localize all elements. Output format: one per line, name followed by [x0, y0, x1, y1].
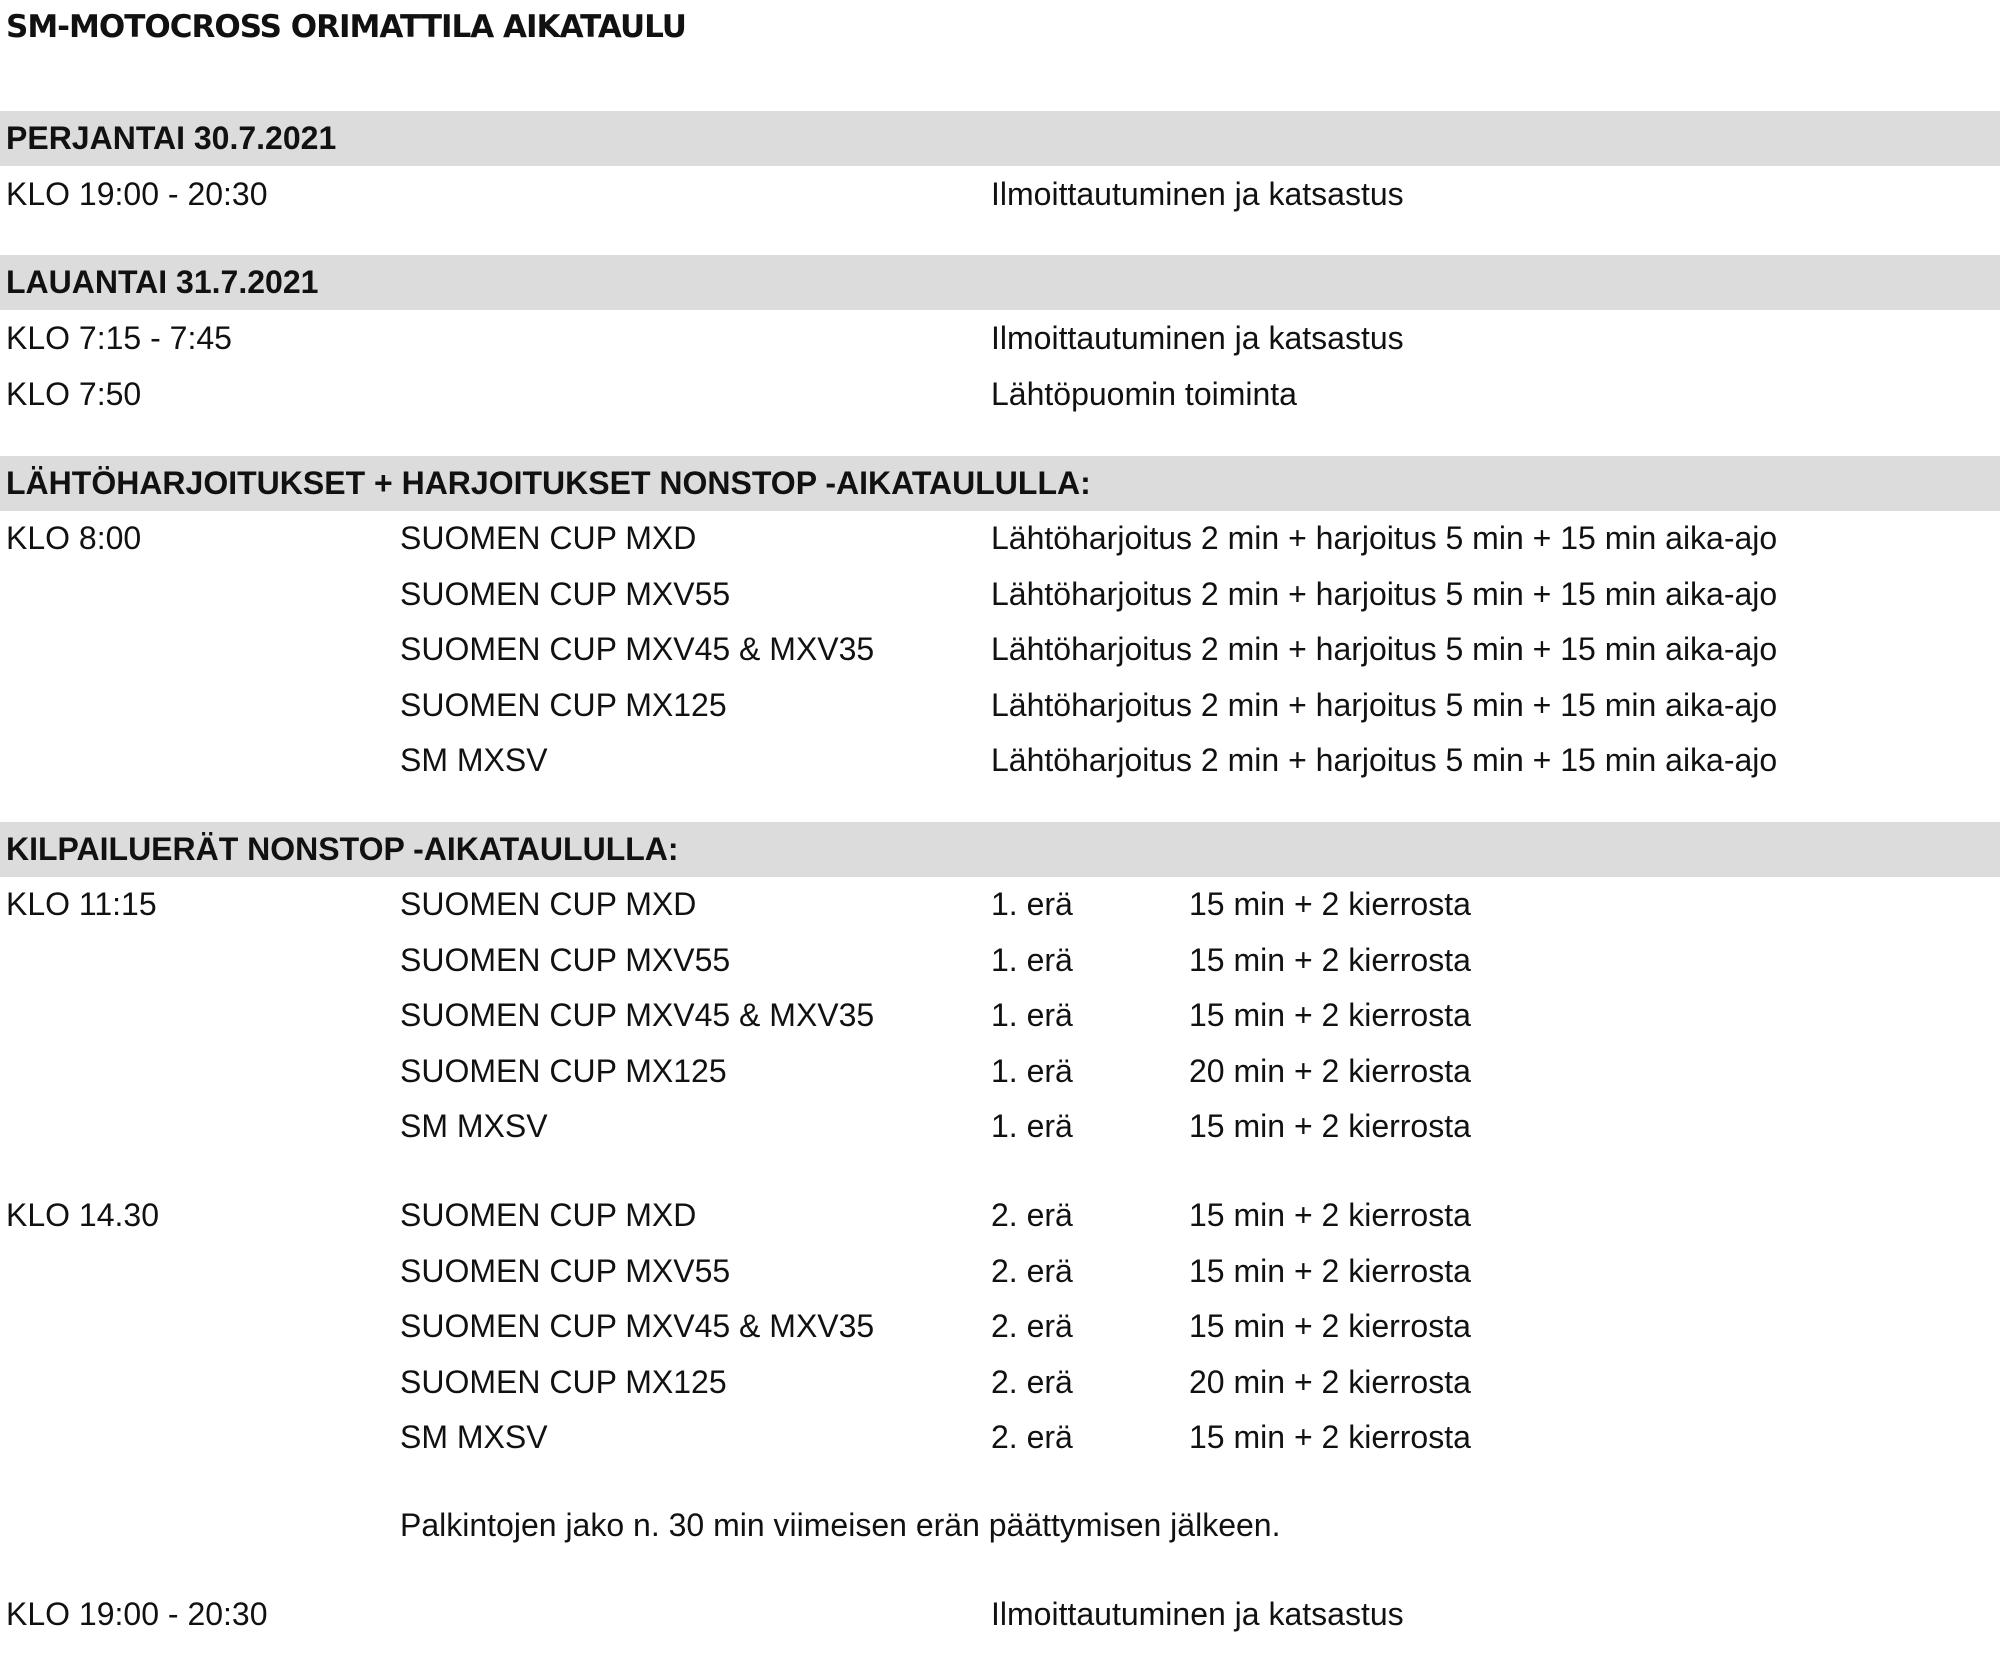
duration-cell: 15 min + 2 kierrosta — [1189, 1108, 1471, 1144]
class-cell: SUOMEN CUP MXV45 & MXV35 — [400, 997, 875, 1033]
section-header-label: LÄHTÖHARJOITUKSET + HARJOITUKSET NONSTOP -AIKATAULULLA: — [6, 465, 1091, 501]
schedule-row — [0, 511, 2000, 566]
class-cell: SUOMEN CUP MX125 — [400, 1364, 727, 1400]
duration-cell: 15 min + 2 kierrosta — [1189, 1197, 1471, 1233]
duration-cell: 15 min + 2 kierrosta — [1189, 1253, 1471, 1289]
duration-cell: 20 min + 2 kierrosta — [1189, 1053, 1471, 1089]
heat-cell: 2. erä — [991, 1419, 1073, 1455]
class-cell: SUOMEN CUP MX125 — [400, 687, 727, 723]
heat-cell: 2. erä — [991, 1364, 1073, 1400]
schedule-row — [0, 933, 2000, 988]
heat-cell: 2. erä — [991, 1308, 1073, 1344]
description-cell: Lähtöharjoitus 2 min + harjoitus 5 min + 15 min aika-ajo — [991, 520, 1778, 556]
duration-cell: 15 min + 2 kierrosta — [1189, 1419, 1471, 1455]
section-header-label: KILPAILUERÄT NONSTOP -AIKATAULULLA: — [6, 831, 679, 867]
heat-cell: 1. erä — [991, 997, 1073, 1033]
schedule-row — [0, 1299, 2000, 1354]
class-cell: SUOMEN CUP MXD — [400, 520, 697, 556]
heat-cell: 1. erä — [991, 942, 1073, 978]
time-cell: KLO 19:00 - 20:30 — [6, 1596, 268, 1632]
schedule-row — [0, 367, 2000, 422]
class-cell: SUOMEN CUP MXV55 — [400, 1253, 731, 1289]
description-cell: Ilmoittautuminen ja katsastus — [991, 320, 1404, 356]
section-header-label: PERJANTAI 30.7.2021 — [6, 120, 337, 156]
class-cell: SUOMEN CUP MXD — [400, 1197, 697, 1233]
heat-cell: 2. erä — [991, 1197, 1073, 1233]
schedule-row — [0, 1188, 2000, 1243]
section-header-saturday — [0, 255, 2000, 310]
schedule-row — [0, 567, 2000, 622]
schedule-row — [0, 678, 2000, 733]
schedule-row — [0, 1044, 2000, 1099]
duration-cell: 15 min + 2 kierrosta — [1189, 997, 1471, 1033]
section-header-friday — [0, 111, 2000, 166]
description-cell: Lähtöharjoitus 2 min + harjoitus 5 min + 15 min aika-ajo — [991, 576, 1778, 612]
class-cell: SUOMEN CUP MXV45 & MXV35 — [400, 631, 875, 667]
section-header-label: LAUANTAI 31.7.2021 — [6, 264, 319, 300]
class-cell: SM MXSV — [400, 1419, 548, 1455]
page-title: SM-MOTOCROSS ORIMATTILA AIKATAULU — [6, 9, 686, 45]
heat-cell: 1. erä — [991, 1053, 1073, 1089]
section-header-races — [0, 822, 2000, 877]
duration-cell: 15 min + 2 kierrosta — [1189, 886, 1471, 922]
time-cell: KLO 7:15 - 7:45 — [6, 320, 232, 356]
section-header-practice — [0, 456, 2000, 511]
schedule-row — [0, 1099, 2000, 1154]
schedule-row — [0, 622, 2000, 677]
awards-note-text: Palkintojen jako n. 30 min viimeisen erän päättymisen jälkeen. — [400, 1507, 1281, 1543]
description-cell: Lähtöharjoitus 2 min + harjoitus 5 min + 15 min aika-ajo — [991, 742, 1778, 778]
time-cell: KLO 19:00 - 20:30 — [6, 176, 268, 212]
duration-cell: 15 min + 2 kierrosta — [1189, 1308, 1471, 1344]
time-cell: KLO 7:50 — [6, 376, 142, 412]
class-cell: SUOMEN CUP MXV55 — [400, 576, 731, 612]
class-cell: SUOMEN CUP MXV55 — [400, 942, 731, 978]
heat-cell: 1. erä — [991, 1108, 1073, 1144]
heat-cell: 1. erä — [991, 886, 1073, 922]
schedule-row — [0, 1587, 2000, 1642]
heat-cell: 2. erä — [991, 1253, 1073, 1289]
class-cell: SUOMEN CUP MX125 — [400, 1053, 727, 1089]
description-cell: Lähtöpuomin toiminta — [991, 376, 1297, 412]
class-cell: SUOMEN CUP MXD — [400, 886, 697, 922]
class-cell: SM MXSV — [400, 1108, 548, 1144]
description-cell: Lähtöharjoitus 2 min + harjoitus 5 min + 15 min aika-ajo — [991, 631, 1778, 667]
time-cell: KLO 8:00 — [6, 520, 142, 556]
class-cell: SUOMEN CUP MXV45 & MXV35 — [400, 1308, 875, 1344]
schedule-row — [0, 1244, 2000, 1299]
class-cell: SM MXSV — [400, 742, 548, 778]
schedule-row — [0, 988, 2000, 1043]
schedule-row — [0, 733, 2000, 788]
awards-note — [0, 1498, 2000, 1553]
schedule-row — [0, 1410, 2000, 1465]
description-cell: Ilmoittautuminen ja katsastus — [991, 176, 1404, 212]
duration-cell: 20 min + 2 kierrosta — [1189, 1364, 1471, 1400]
schedule-row — [0, 1355, 2000, 1410]
time-cell: KLO 11:15 — [6, 886, 157, 922]
description-cell: Ilmoittautuminen ja katsastus — [991, 1596, 1404, 1632]
schedule-row — [0, 311, 2000, 366]
description-cell: Lähtöharjoitus 2 min + harjoitus 5 min + 15 min aika-ajo — [991, 687, 1778, 723]
schedule-row — [0, 877, 2000, 932]
time-cell: KLO 14.30 — [6, 1197, 159, 1233]
schedule-row — [0, 167, 2000, 222]
duration-cell: 15 min + 2 kierrosta — [1189, 942, 1471, 978]
